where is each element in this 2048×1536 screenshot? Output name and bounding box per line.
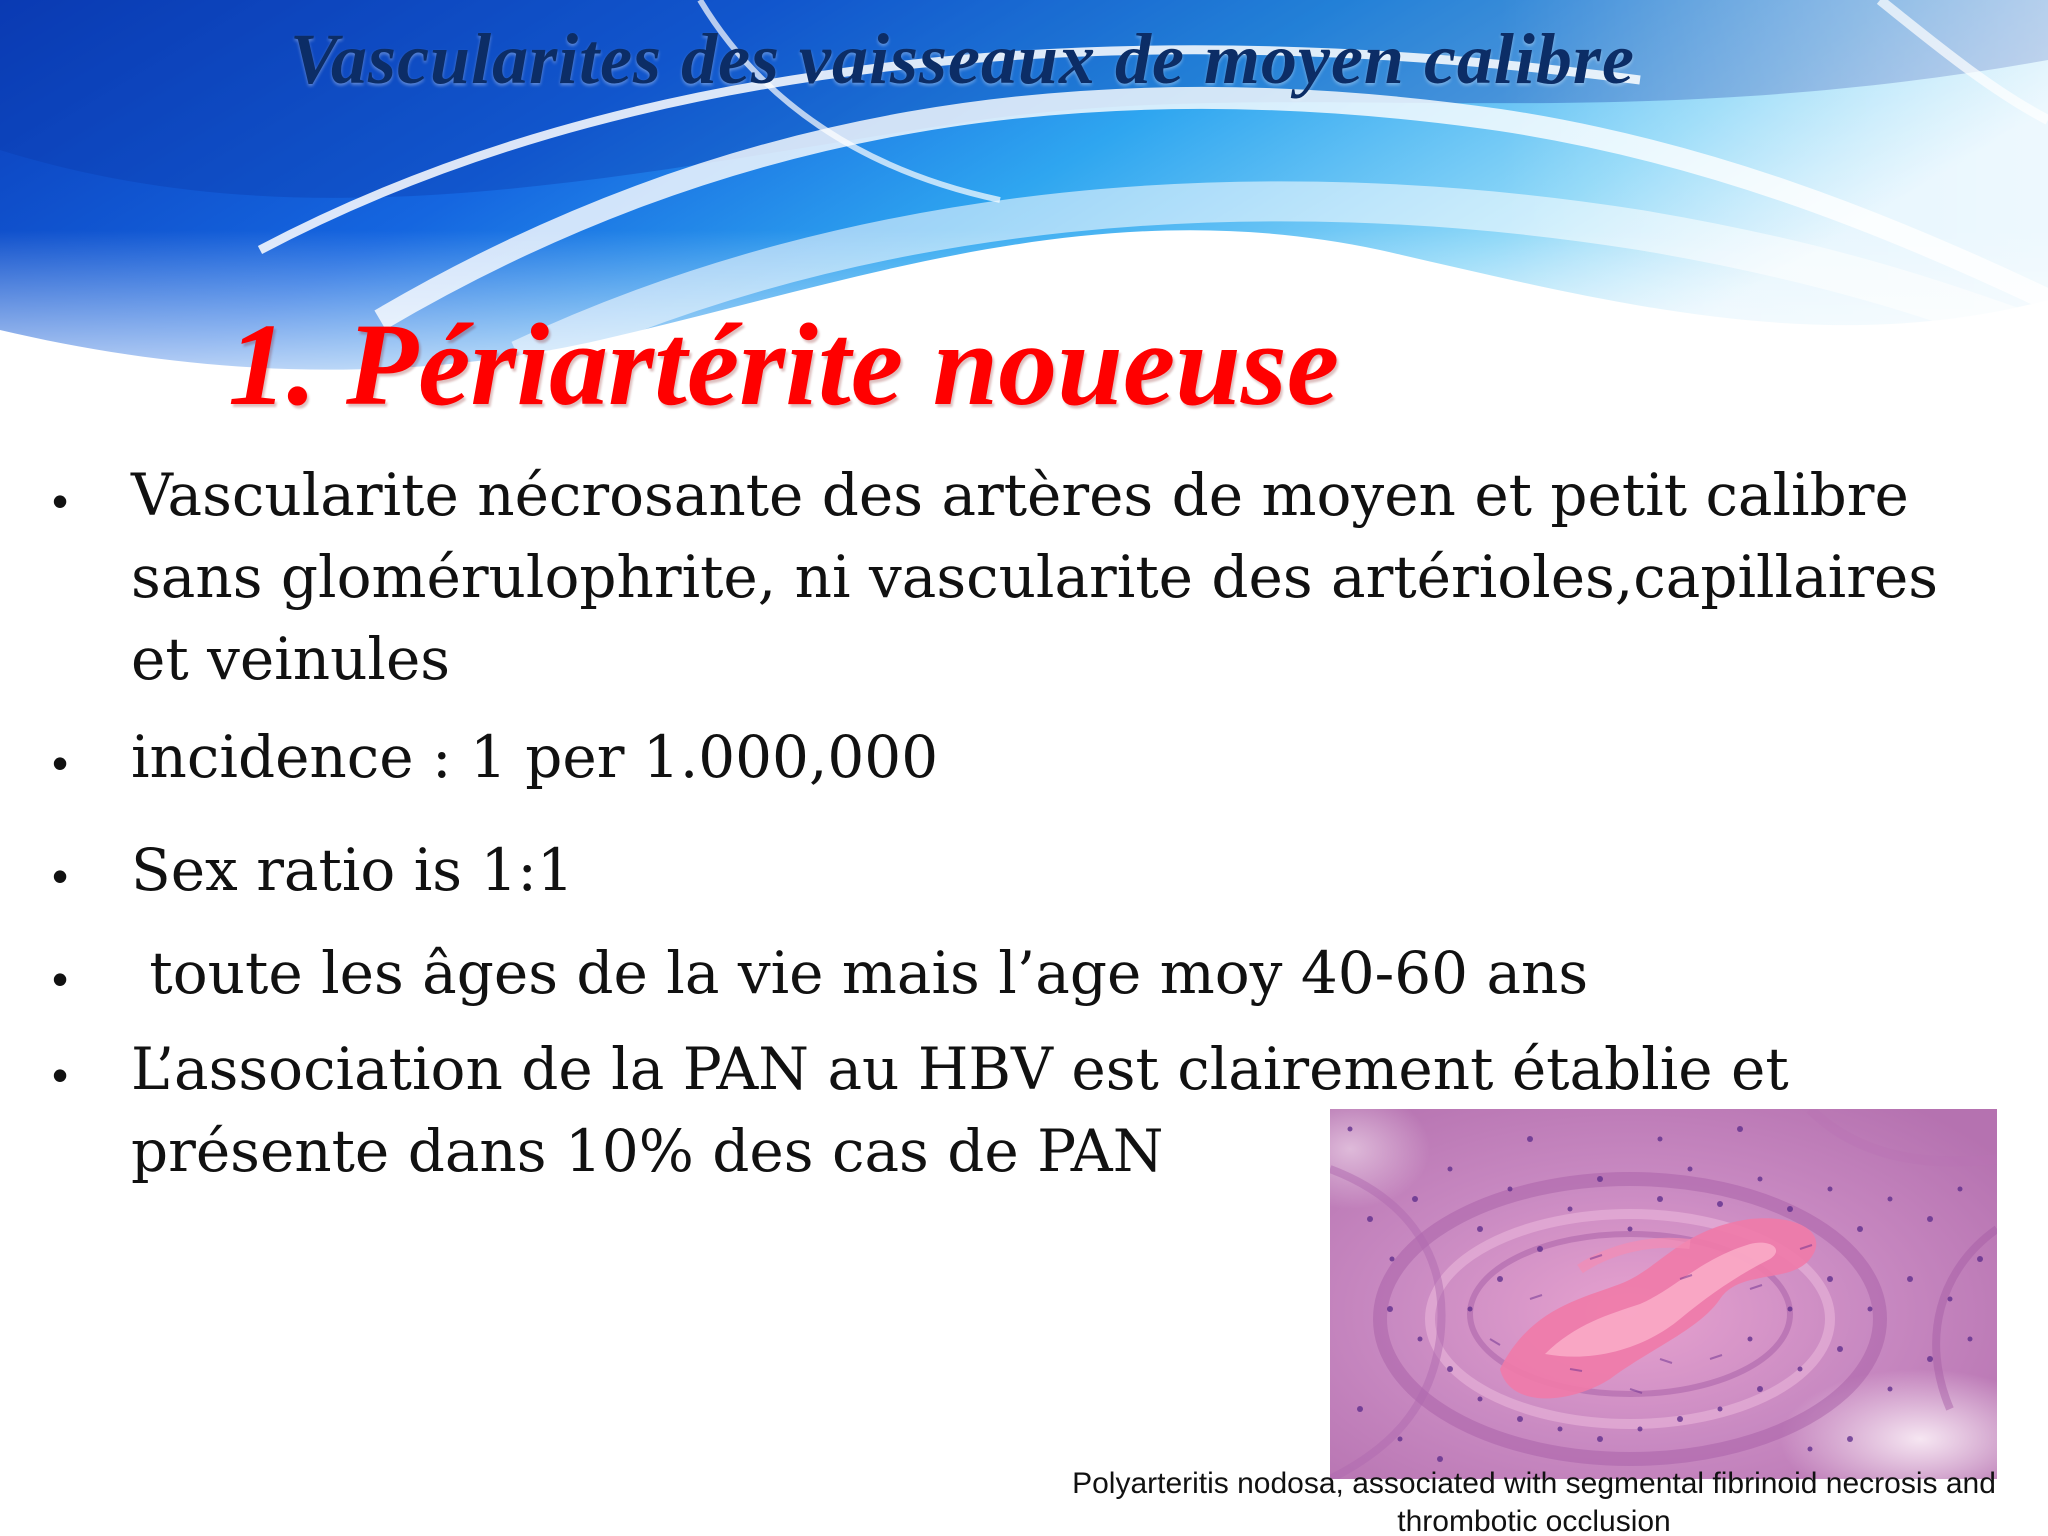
bullet-icon: • <box>52 1049 69 1101</box>
header-title: Vascularites des vaisseaux de moyen calibre <box>290 19 1635 99</box>
bullet-text-definition: Vascularite nécrosante des artères de moyen et petit calibre sans glomérulophrite, ni vascularite des artérioles,capillaires et veinules <box>131 461 1939 693</box>
bullet-text-incidence: incidence : 1 per 1.000,000 <box>131 723 939 791</box>
bullet-text-hbv-association: L’association de la PAN au HBV est clairement établie et présente dans 10% des cas de PAN <box>131 1035 1789 1185</box>
bullet-icon: • <box>52 850 69 902</box>
bullet-text-sex-ratio: Sex ratio is 1:1 <box>131 836 574 904</box>
image-caption: Polyarteritis nodosa, associated with segmental fibrinoid necrosis and thrombotic occlusion <box>1072 1467 1996 1536</box>
bullet-icon: • <box>52 475 69 527</box>
histology-image <box>1330 1109 1997 1479</box>
bullet-icon: • <box>52 737 69 789</box>
section-title: 1. Périartérite noueuse <box>228 299 1340 430</box>
bullet-text-age: toute les âges de la vie mais l’age moy 40-60 ans <box>131 939 1589 1007</box>
bullet-icon: • <box>52 953 69 1005</box>
